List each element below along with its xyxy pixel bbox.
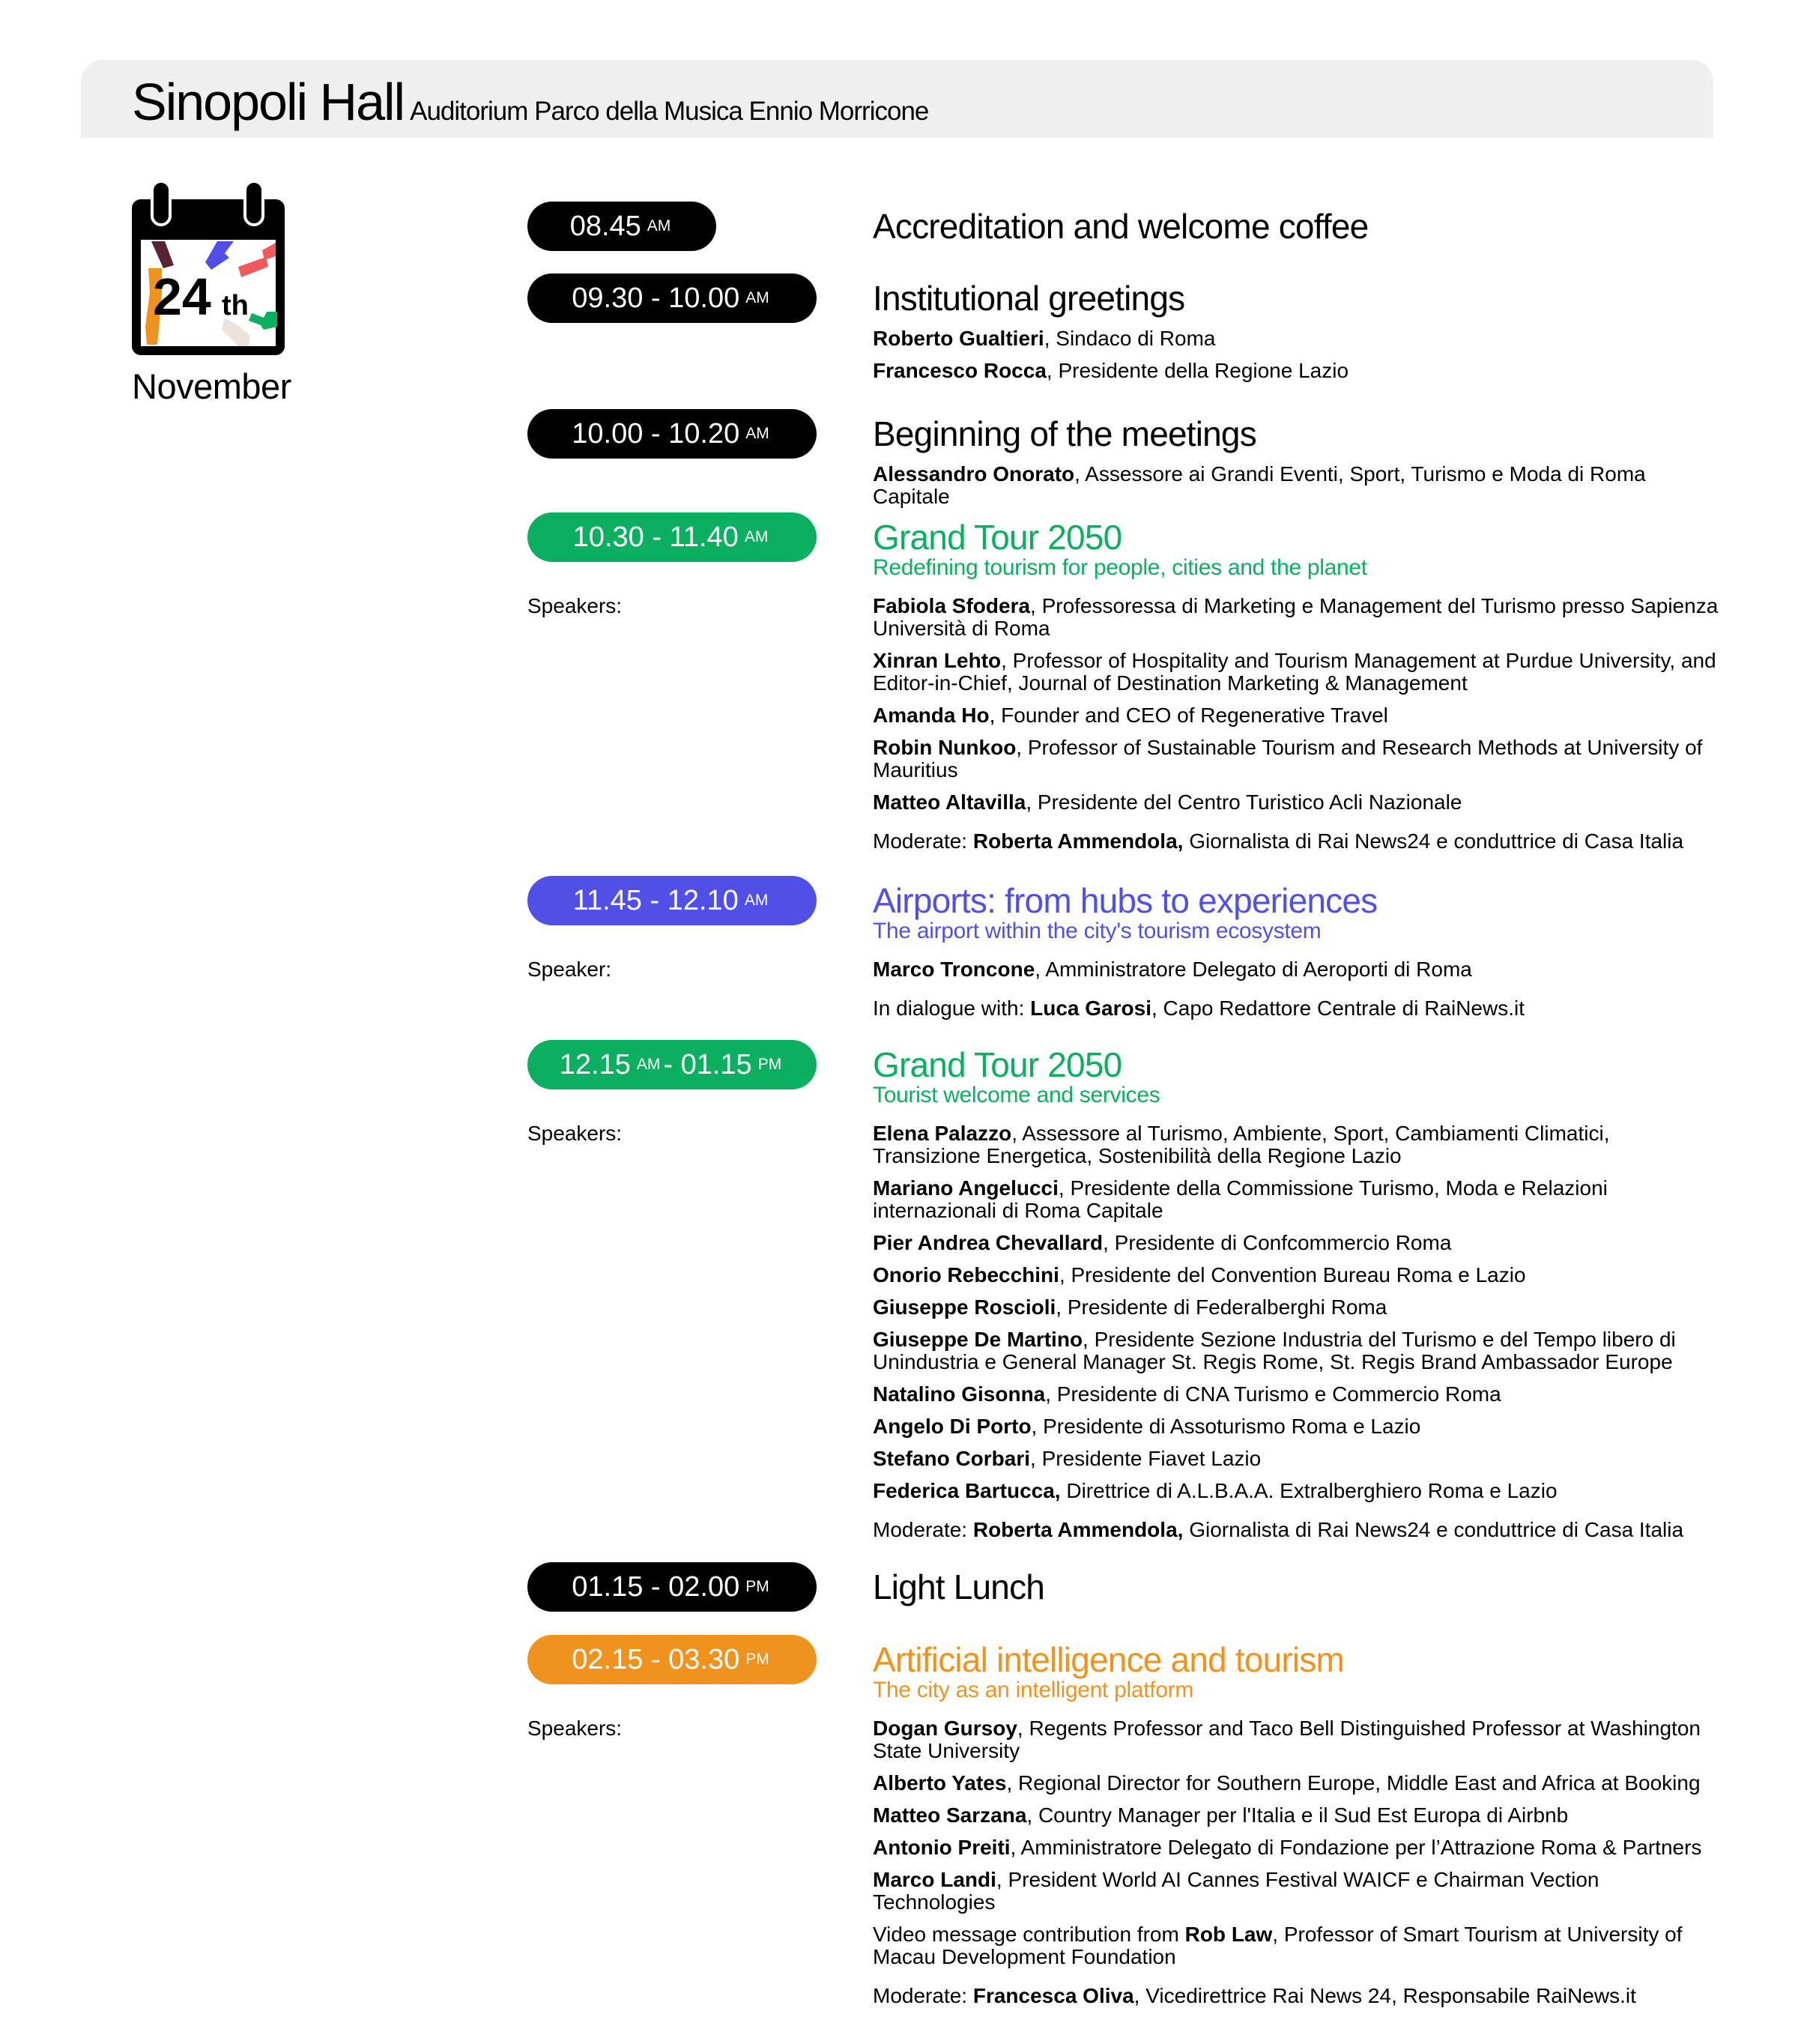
session-block bbox=[527, 1040, 1726, 1551]
time-value: 10.30 - 11.40 bbox=[572, 521, 739, 553]
speaker-role: , Founder and CEO of Regenerative Travel bbox=[989, 704, 1388, 727]
speaker-role: , Presidente del Centro Turistico Acli Nazionale bbox=[1026, 790, 1462, 814]
hall-header bbox=[81, 60, 1713, 138]
time-pill bbox=[527, 1635, 817, 1684]
speaker-item bbox=[873, 1177, 1719, 1222]
speaker-role: , Presidente Fiavet Lazio bbox=[1030, 1447, 1262, 1470]
speaker-name: Mariano Angelucci bbox=[873, 1176, 1059, 1200]
date-month: November bbox=[132, 366, 291, 406]
speaker-name: Matteo Altavilla bbox=[873, 790, 1026, 814]
calendar-icon bbox=[129, 180, 288, 357]
speaker-item bbox=[873, 327, 1719, 350]
speaker-role: , Regional Director for Southern Europe, Middle East and Africa at Booking bbox=[1006, 1771, 1701, 1794]
speaker-name: Dogan Gursoy bbox=[873, 1717, 1017, 1740]
session-content bbox=[873, 409, 1726, 508]
speaker-name: Roberta Ammendola, bbox=[972, 1518, 1184, 1541]
speaker-item bbox=[873, 1480, 1719, 1502]
session-content bbox=[873, 876, 1726, 1020]
speaker-role: , Professor of Sustainable Tourism and Research Methods at University of Mauritius bbox=[873, 736, 1703, 781]
speaker-name: Amanda Ho bbox=[873, 704, 990, 727]
session-title: Light Lunch bbox=[873, 1567, 1045, 1606]
speaker-item bbox=[873, 1328, 1719, 1373]
speaker-role: , Professoressa di Marketing e Management del Turismo presso Sapienza Università di Roma bbox=[873, 594, 1719, 640]
speaker-role: , Professor of Smart Tourism at University of Macau Development Foundation bbox=[873, 1923, 1683, 1968]
time-meridiem: AM bbox=[745, 289, 769, 306]
speaker-item bbox=[873, 1869, 1719, 1914]
time-pill bbox=[527, 876, 817, 925]
speaker-name: Robin Nunkoo bbox=[873, 736, 1017, 759]
speaker-role: , Presidente Sezione Industria del Turismo e del Tempo libero di Unindustria e General Manager St. Regis Rome, St. Regis Brand Ambassador Europe bbox=[873, 1328, 1676, 1373]
time-pill bbox=[527, 202, 716, 251]
session-content bbox=[873, 1635, 1726, 2007]
speaker-role: , Presidente della Commissione Turismo, Moda e Relazioni internazionali di Roma Capitale bbox=[873, 1176, 1608, 1222]
speaker-item bbox=[873, 1264, 1719, 1286]
time-meridiem: AM bbox=[744, 528, 769, 545]
speaker-list bbox=[873, 327, 1726, 382]
session-title: Institutional greetings bbox=[873, 279, 1185, 318]
session-block bbox=[527, 409, 1726, 518]
speaker-name: Roberta Ammendola, bbox=[972, 829, 1184, 853]
date-suffix: th bbox=[222, 290, 249, 321]
speaker-name: Giuseppe Roscioli bbox=[873, 1295, 1056, 1319]
speaker-name: Francesca Oliva bbox=[972, 1984, 1134, 2007]
speaker-role: , Assessore al Turismo, Ambiente, Sport, Cambiamenti Climatici, Transizione Energetica, Sostenibilità della Regione Lazio bbox=[873, 1122, 1610, 1167]
venue-name: Auditorium Parco della Musica Ennio Morricone bbox=[410, 97, 929, 126]
session-content bbox=[873, 202, 1726, 251]
speaker-role: , Country Manager per l'Italia e il Sud Est Europa di Airbnb bbox=[1026, 1803, 1569, 1827]
session-block bbox=[527, 512, 1726, 862]
speaker-role: , Amministratore Delegato di Fondazione per l’Attrazione Roma & Partners bbox=[1010, 1836, 1702, 1859]
speaker-name: Francesco Rocca bbox=[873, 359, 1047, 382]
speaker-prefix: Moderate: bbox=[873, 1518, 973, 1541]
speaker-role: , Presidente della Regione Lazio bbox=[1046, 359, 1349, 382]
time-meridiem: PM bbox=[745, 1651, 769, 1668]
session-subtitle: The city as an intelligent platform bbox=[873, 1678, 1194, 1702]
speaker-item bbox=[873, 1448, 1719, 1470]
speaker-role: , Sindaco di Roma bbox=[1044, 327, 1216, 350]
session-subtitle: The airport within the city's tourism ecosystem bbox=[873, 919, 1322, 943]
speaker-name: Federica Bartucca, bbox=[873, 1479, 1061, 1502]
speakers-label: Speakers: bbox=[527, 1717, 623, 1740]
speaker-item bbox=[873, 595, 1719, 640]
moderator-line bbox=[873, 997, 1719, 1020]
time-value: 02.15 - 03.30 bbox=[572, 1643, 740, 1675]
speaker-role: , Capo Redattore Centrale di RaiNews.it bbox=[1151, 997, 1525, 1020]
hall-title bbox=[132, 72, 928, 132]
speaker-name: Antonio Preiti bbox=[873, 1836, 1011, 1859]
session-block bbox=[527, 202, 1726, 251]
speaker-item bbox=[873, 791, 1719, 814]
speaker-role: Giornalista di Rai News24 e conduttrice di Casa Italia bbox=[1183, 1518, 1684, 1541]
speaker-role: , Presidente di CNA Turismo e Commercio Roma bbox=[1045, 1382, 1501, 1406]
session-content bbox=[873, 512, 1726, 853]
speaker-item bbox=[873, 737, 1719, 781]
speaker-role: Giornalista di Rai News24 e conduttrice di Casa Italia bbox=[1183, 829, 1684, 853]
speaker-name: Fabiola Sfodera bbox=[873, 594, 1031, 617]
speaker-role: , Professor of Hospitality and Tourism Management at Purdue University, and Editor-in-Chief, Journal of Destination Marketing & Management bbox=[873, 649, 1716, 695]
time-pill bbox=[527, 512, 817, 562]
speaker-name: Giuseppe De Martino bbox=[873, 1328, 1083, 1351]
speaker-role: , Presidente di Federalberghi Roma bbox=[1056, 1295, 1387, 1319]
speaker-item bbox=[873, 1383, 1719, 1406]
speaker-name: Luca Garosi bbox=[1030, 997, 1151, 1020]
speaker-name: Angelo Di Porto bbox=[873, 1415, 1032, 1438]
time-pill bbox=[527, 273, 817, 323]
speaker-role: , Presidente del Convention Bureau Roma e Lazio bbox=[1059, 1263, 1526, 1286]
session-content bbox=[873, 1040, 1726, 1541]
time-value: 09.30 - 10.00 bbox=[572, 282, 740, 314]
speaker-name: Onorio Rebecchini bbox=[873, 1263, 1059, 1286]
speaker-name: Stefano Corbari bbox=[873, 1447, 1031, 1470]
time-meridiem: AM bbox=[636, 1056, 661, 1073]
session-subtitle: Redefining tourism for people, cities and the planet bbox=[873, 555, 1367, 580]
time-meridiem: PM bbox=[745, 1578, 769, 1595]
speaker-prefix: Moderate: bbox=[873, 829, 973, 853]
session-content bbox=[873, 273, 1726, 382]
time-value: 01.15 - 02.00 bbox=[572, 1570, 740, 1603]
time-meridiem: AM bbox=[647, 217, 671, 235]
speaker-role: , Regents Professor and Taco Bell Distinguished Professor at Washington State University bbox=[873, 1717, 1701, 1762]
speaker-name: Xinran Lehto bbox=[873, 649, 1002, 672]
moderator-line bbox=[873, 1519, 1719, 1541]
speaker-prefix: In dialogue with: bbox=[873, 997, 1031, 1020]
speaker-name: Roberto Gualtieri bbox=[873, 327, 1044, 350]
speaker-name: Marco Landi bbox=[873, 1868, 996, 1891]
speaker-list bbox=[873, 1122, 1726, 1541]
time-meridiem: AM bbox=[745, 425, 769, 442]
date-day: 24 bbox=[153, 267, 211, 326]
speaker-prefix: Video message contribution from bbox=[873, 1923, 1185, 1946]
speaker-item bbox=[873, 1122, 1719, 1167]
session-content bbox=[873, 1562, 1726, 1612]
speaker-role: , Vicedirettrice Rai News 24, Responsabile RaiNews.it bbox=[1133, 1984, 1636, 2007]
session-title: Beginning of the meetings bbox=[873, 414, 1256, 453]
speaker-role: , Amministratore Delegato di Aeroporti di Roma bbox=[1035, 958, 1472, 981]
time-pill bbox=[527, 409, 817, 459]
time-value: 11.45 - 12.10 bbox=[572, 884, 739, 916]
speaker-item bbox=[873, 1415, 1719, 1438]
time-meridiem: PM bbox=[757, 1056, 782, 1073]
speaker-item bbox=[873, 1772, 1719, 1794]
time-pill bbox=[527, 1562, 817, 1612]
time-value: 08.45 bbox=[569, 210, 641, 242]
hall-name: Sinopoli Hall bbox=[132, 73, 405, 131]
speaker-role: , President World AI Cannes Festival WAICF e Chairman Vection Technologies bbox=[873, 1868, 1599, 1914]
speakers-label: Speaker: bbox=[527, 958, 612, 981]
speaker-item bbox=[873, 1836, 1719, 1859]
session-block bbox=[527, 876, 1726, 1029]
time-value: 12.15 bbox=[559, 1048, 631, 1080]
speaker-name: Natalino Gisonna bbox=[873, 1382, 1046, 1406]
session-block bbox=[527, 1635, 1726, 2017]
speaker-item bbox=[873, 463, 1719, 508]
speaker-name: Matteo Sarzana bbox=[873, 1803, 1027, 1827]
speaker-name: Alberto Yates bbox=[873, 1771, 1007, 1794]
speaker-item bbox=[873, 1804, 1719, 1827]
session-block bbox=[527, 1562, 1726, 1612]
speaker-list bbox=[873, 595, 1726, 853]
time-value: - 01.15 bbox=[663, 1048, 752, 1080]
speaker-list bbox=[873, 1717, 1726, 2007]
speakers-label: Speakers: bbox=[527, 1122, 623, 1145]
time-value: 10.00 - 10.20 bbox=[572, 417, 740, 450]
speaker-name: Pier Andrea Chevallard bbox=[873, 1231, 1104, 1254]
session-subtitle: Tourist welcome and services bbox=[873, 1083, 1160, 1107]
speaker-role: , Assessore ai Grandi Eventi, Sport, Turismo e Moda di Roma Capitale bbox=[873, 462, 1646, 508]
speaker-item bbox=[873, 958, 1719, 981]
moderator-line bbox=[873, 830, 1719, 853]
time-meridiem: AM bbox=[744, 892, 769, 909]
speaker-name: Elena Palazzo bbox=[873, 1122, 1012, 1145]
session-title: Accreditation and welcome coffee bbox=[873, 207, 1369, 246]
speaker-list bbox=[873, 463, 1726, 508]
speaker-prefix: Moderate: bbox=[873, 1984, 973, 2007]
session-block bbox=[527, 273, 1726, 392]
speaker-name: Alessandro Onorato bbox=[873, 462, 1075, 486]
session-title: Airports: from hubs to experiences bbox=[873, 881, 1378, 920]
speaker-role: , Presidente di Confcommercio Roma bbox=[1103, 1231, 1452, 1254]
speaker-item bbox=[873, 704, 1719, 727]
speaker-role: , Presidente di Assoturismo Roma e Lazio bbox=[1031, 1415, 1421, 1438]
speaker-name: Marco Troncone bbox=[873, 958, 1035, 981]
speaker-item bbox=[873, 1232, 1719, 1254]
speaker-list bbox=[873, 958, 1726, 1020]
speaker-item bbox=[873, 1923, 1719, 1968]
speaker-item bbox=[873, 1717, 1719, 1762]
time-pill bbox=[527, 1040, 817, 1089]
speaker-item bbox=[873, 360, 1719, 382]
speaker-item bbox=[873, 1296, 1719, 1319]
session-title: Artificial intelligence and tourism bbox=[873, 1640, 1345, 1679]
moderator-line bbox=[873, 1985, 1719, 2007]
speakers-label: Speakers: bbox=[527, 594, 623, 617]
speaker-name: Rob Law bbox=[1184, 1923, 1273, 1946]
speaker-item bbox=[873, 650, 1719, 695]
session-title: Grand Tour 2050 bbox=[873, 1045, 1122, 1084]
speaker-role: Direttrice di A.L.B.A.A. Extralberghiero Roma e Lazio bbox=[1060, 1479, 1558, 1502]
session-title: Grand Tour 2050 bbox=[873, 518, 1122, 557]
